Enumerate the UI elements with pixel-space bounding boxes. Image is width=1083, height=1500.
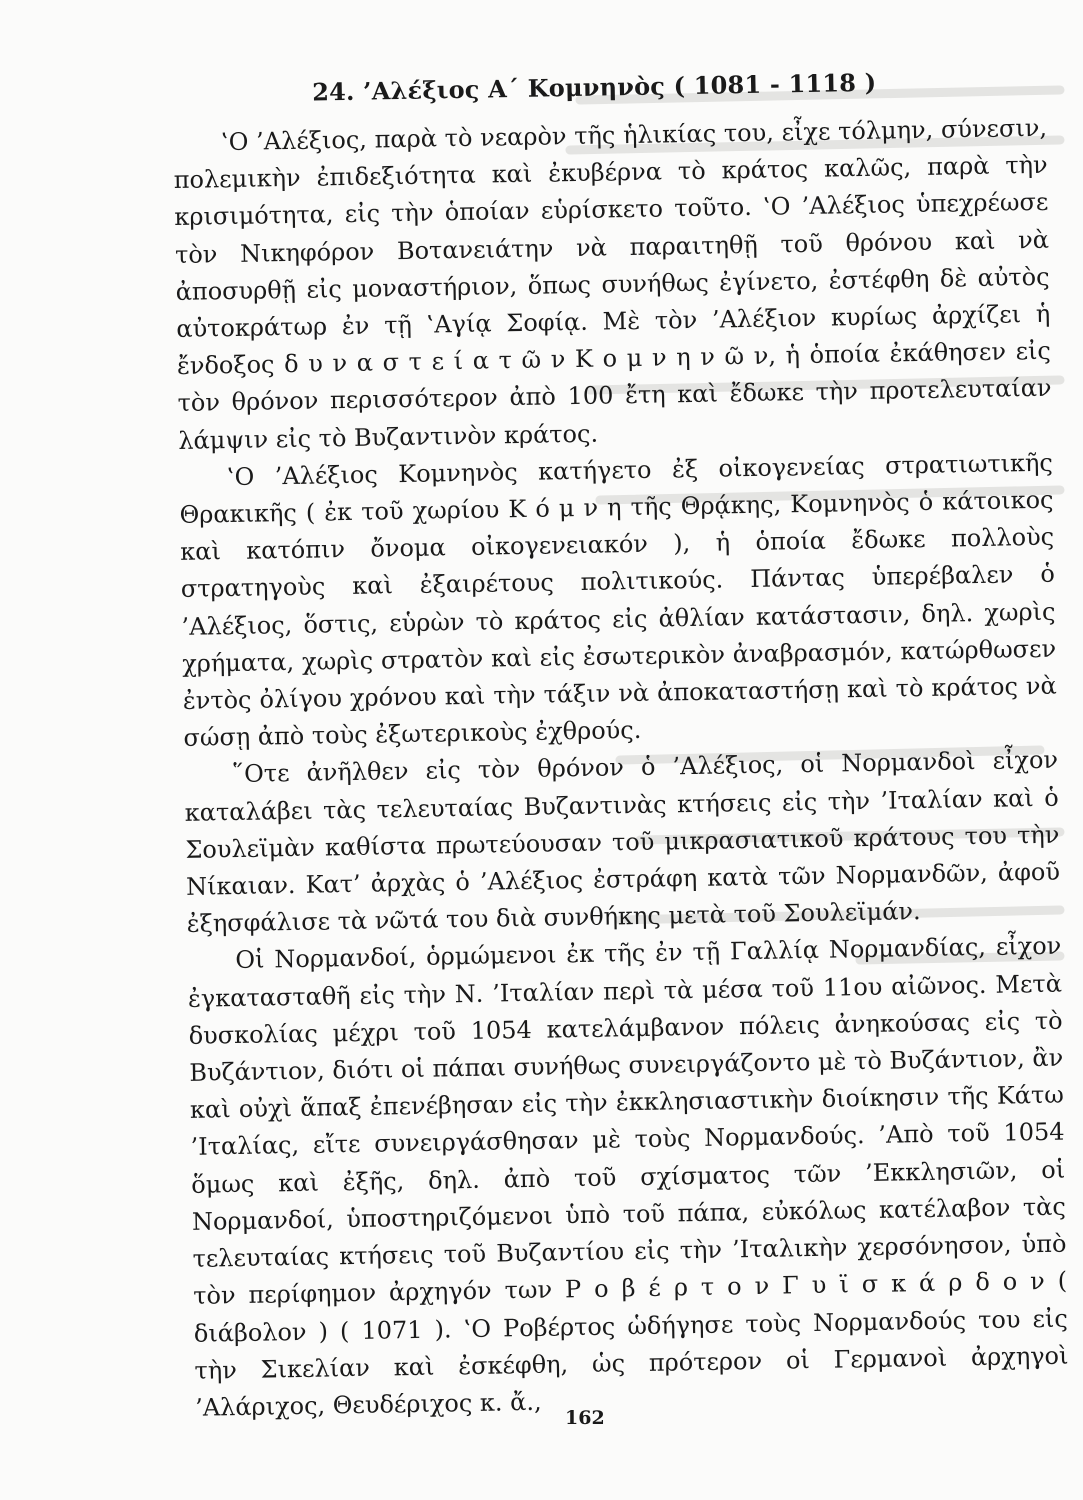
page-number: 162 [565, 1407, 605, 1429]
paragraph: ‛Ο ’Αλέξιος Κομνηνὸς κατήγετο ἐξ οἰκογενείας στρατιωτικῆς Θρακικῆς ( ἐκ τοῦ χωρίου Κ ό μ ν η τῆς Θρᾴκης, Κομνηνὸς ὁ κάτοικος καὶ κατόπιν ὄνομα οἰκογενειακόν ), ἡ ὁποία ἔδωκε πολλοὺς στρατηγοὺς καὶ ἐξαιρέτους πολιτικούς. Πάντας ὑπερέβαλεν ὁ ’Αλέξιος, ὅστις, εὑρὼν τὸ κράτος εἰς ἀθλίαν κατάστασιν, δηλ. χωρὶς χρήματα, χωρὶς στρατὸν καὶ εἰς ἐσωτερικὸν ἀναβρασμόν, κατώρθωσεν ἐντὸς ὀλίγου χρόνου καὶ τὴν τάξιν νὰ ἀποκαταστήσῃ καὶ τὸ κράτος νὰ σώσῃ ἀπὸ τοὺς ἐξωτερικοὺς ἐχθρούς. [179, 448, 1057, 753]
main-text [172, 65, 1069, 1427]
paragraph: ῞Οτε ἀνῆλθεν εἰς τὸν θρόνον ὁ ’Αλέξιος, οἱ Νορμανδοὶ εἶχον καταλάβει τὰς τελευταίας Βυζαντινὰς κτήσεις εἰς τὴν ’Ιταλίαν καὶ ὁ Σουλεϊμὰν καθίστα πρωτεύουσαν τοῦ μικρασιατικοῦ κράτους του τὴν Νίκαιαν. Κατ’ ἀρχὰς ὁ ’Αλέξιος ἐστράφη κατὰ τῶν Νορμανδῶν, ἀφοῦ ἐξησφάλισε τὰ νῶτά του διὰ συνθήκης μετὰ τοῦ Σουλεϊμάν. [184, 746, 1061, 939]
paragraph: Οἱ Νορμανδοί, ὁρμώμενοι ἐκ τῆς ἐν τῇ Γαλλίᾳ Νορμανδίας, εἶχον ἐγκατασταθῆ εἰς τὴν Ν. ’Ιταλίαν περὶ τὰ μέσα τοῦ 11ου αἰῶνος. Μετὰ δυσκολίας μέχρι τοῦ 1054 κατελάμβανον πόλεις ἀνηκούσας εἰς τὸ Βυζάντιον, διότι οἱ πάπαι συνήθως συνειργάζοντο μὲ τὸ Βυζάντιον, ἂν καὶ οὐχὶ ἅπαξ ἐπενέβησαν εἰς τὴν ἐκκλησιαστικὴν διοίκησιν τῆς Κάτω ’Ιταλίας, εἴτε συνειργάσθησαν μὲ τοὺς Νορμανδούς. ’Απὸ τοῦ 1054 ὅμως καὶ ἐξῆς, δηλ. ἀπὸ τοῦ σχίσματος τῶν ’Εκκλησιῶν, οἱ Νορμανδοί, ὑποστηριζόμενοι ὑπὸ τοῦ πάπα, εὐκόλως κατέλαβον τὰς τελευταίας κτήσεις τοῦ Βυζαντίου εἰς τὴν ’Ιταλικὴν χερσόνησον, ὑπὸ τὸν περίφημον ἀρχηγόν των Ρ ο β έ ρ τ ο ν Γ υ ϊ σ κ ά ρ δ ο ν ( διάβολον ) ( 1071 ). ‛Ο Ροβέρτος ὡδήγησε τοὺς Νορμανδούς του εἰς τὴν Σικελίαν καὶ ἐσκέφθη, ὡς πρότερον οἱ Γερμανοὶ ἀρχηγοὶ ’Αλάριχος, Θευδέριχος κ. ἄ., [187, 932, 1069, 1422]
paragraph: ‛Ο ’Αλέξιος, παρὰ τὸ νεαρὸν τῆς ἡλικίας του, εἶχε τόλμην, σύνεσιν, πολεμικὴν ἐπιδεξιότητα καὶ ἐκυβέρνα τὸ κράτος καλῶς, παρὰ τὴν κρισιμότητα, εἰς τὴν ὁποίαν εὑρίσκετο τοῦτο. ‛Ο ’Αλέξιος ὑπεχρέωσε τὸν Νικηφόρον Βοτανειάτην νὰ παραιτηθῇ τοῦ θρόνου καὶ νὰ ἀποσυρθῇ εἰς μοναστήριον, ὅπως συνήθως ἐγίνετο, ἐστέφθη δὲ αὐτὸς αὐτοκράτωρ ἐν τῇ ‛Αγίᾳ Σοφίᾳ. Μὲ τὸν ’Αλέξιον κυρίως ἀρχίζει ἡ ἔνδοξος δ υ ν α σ τ ε ί α τ ῶ ν Κ ο μ ν η ν ῶ ν, ἡ ὁποία ἐκάθησεν εἰς τὸν θρόνον περισσότερον ἀπὸ 100 ἔτη καὶ ἔδωκε τὴν προτελευταίαν λάμψιν εἰς τὸ Βυζαντινὸν κράτος. [173, 113, 1052, 455]
section-heading: 24. ’Αλέξιος Α΄ Κομνηνὸς ( 1081 - 1118 ) [311, 67, 877, 107]
